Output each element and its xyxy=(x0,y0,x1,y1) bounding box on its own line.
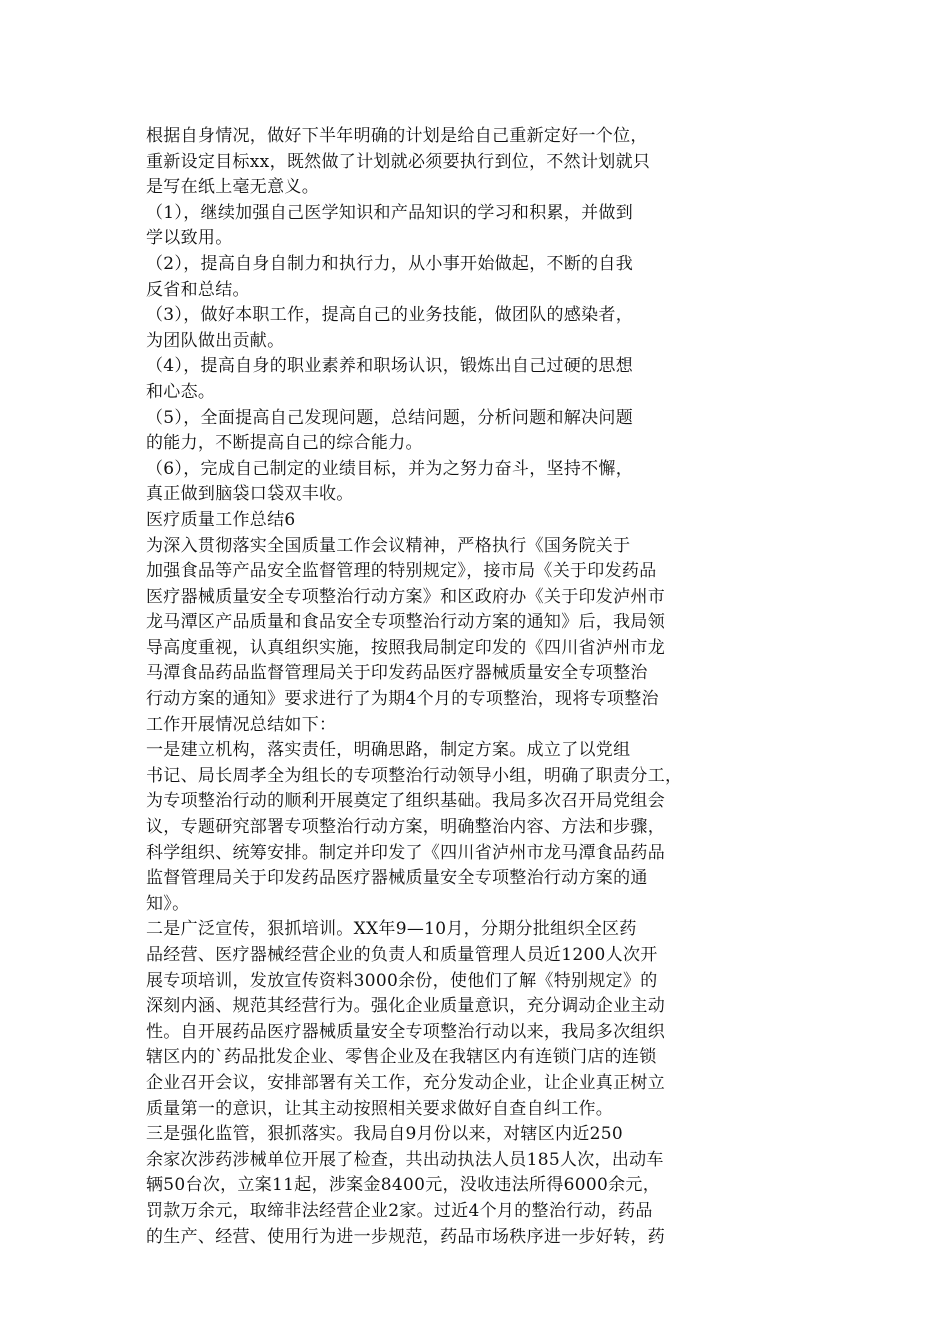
text-line: 罚款万余元，取缔非法经营企业2家。过近4个月的整治行动，药品 xyxy=(146,1200,653,1221)
text-line: 一是建立机构，落实责任，明确思路，制定方案。成立了以党组 xyxy=(146,740,631,761)
text-line: 真正做到脑袋口袋双丰收。 xyxy=(146,484,354,505)
text-line: 监督管理局关于印发药品医疗器械质量安全专项整治行动方案的通 xyxy=(146,868,648,889)
text-line: 导高度重视，认真组织实施，按照我局制定印发的《四川省泸州市龙 xyxy=(146,637,665,658)
text-line: 质量第一的意识，让其主动按照相关要求做好自查自纠工作。 xyxy=(146,1098,614,1119)
text-line: 学以致用。 xyxy=(146,228,233,249)
document-body xyxy=(146,124,746,1250)
text-line: 和心态。 xyxy=(146,381,216,402)
text-line: 的能力，不断提高自己的综合能力。 xyxy=(146,433,423,454)
text-line: 三是强化监管，狠抓落实。我局自9月份以来，对辖区内近250 xyxy=(146,1124,623,1145)
text-line: 辆50台次，立案11起，涉案金8400元，没收违法所得6000余元， xyxy=(146,1175,660,1196)
text-line: 为专项整治行动的顺利开展奠定了组织基础。我局多次召开局党组会 xyxy=(146,791,665,812)
text-line: （5），全面提高自己发现问题，总结问题，分析问题和解决问题 xyxy=(146,407,634,428)
text-line: 加强食品等产品安全监督管理的特别规定》，接市局《关于印发药品 xyxy=(146,561,657,582)
text-line: 知》。 xyxy=(146,893,190,914)
text-line: 二是广泛宣传，狠抓培训。XX年9—10月，分期分批组织全区药 xyxy=(146,919,637,940)
text-line: 龙马潭区产品质量和食品安全专项整治行动方案的通知》后，我局领 xyxy=(146,612,665,633)
text-line: 马潭食品药品监督管理局关于印发药品医疗器械质量安全专项整治 xyxy=(146,663,648,684)
text-line: 企业召开会议，安排部署有关工作，充分发动企业，让企业真正树立 xyxy=(146,1072,665,1093)
text-line: 根据自身情况，做好下半年明确的计划是给自己重新定好一个位， xyxy=(146,126,648,146)
text-line: 辖区内的`药品批发企业、零售企业及在我辖区内有连锁门店的连锁 xyxy=(146,1047,657,1068)
text-line: 反省和总结。 xyxy=(146,279,250,300)
text-line: 工作开展情况总结如下： xyxy=(146,714,337,735)
text-line: 医疗器械质量安全专项整治行动方案》和区政府办《关于印发泸州市 xyxy=(146,586,665,607)
text-line: 的生产、经营、使用行为进一步规范，药品市场秩序进一步好转，药 xyxy=(146,1226,665,1247)
text-line: （2），提高自身自制力和执行力，从小事开始做起，不断的自我 xyxy=(146,253,634,274)
text-line: 展专项培训，发放宣传资料3000余份，使他们了解《特别规定》的 xyxy=(146,970,658,991)
text-line: 议，专题研究部署专项整治行动方案，明确整治内容、方法和步骤， xyxy=(146,817,665,838)
text-line: 性。自开展药品医疗器械质量安全专项整治行动以来，我局多次组织 xyxy=(146,1021,665,1042)
text-line: 书记、局长周孝全为组长的专项整治行动领导小组，明确了职责分工， xyxy=(146,765,683,786)
text-line: 深刻内涵、规范其经营行为。强化企业质量意识，充分调动企业主动 xyxy=(146,996,665,1017)
text-line: 余家次涉药涉械单位开展了检查，共出动执法人员185人次，出动车 xyxy=(146,1149,664,1170)
text-line: 品经营、医疗器械经营企业的负责人和质量管理人员近1200人次开 xyxy=(146,945,658,965)
text-line: 医疗质量工作总结6 xyxy=(146,509,296,530)
text-line: 重新设定目标xx，既然做了计划就必须要执行到位，不然计划就只 xyxy=(146,151,651,172)
text-line: 为团队做出贡献。 xyxy=(146,330,285,351)
text-line: （3），做好本职工作，提高自己的业务技能，做团队的感染者， xyxy=(146,305,634,326)
text-line: 行动方案的通知》要求进行了为期4个月的专项整治，现将专项整治 xyxy=(146,689,659,710)
text-line: 科学组织、统筹安排。制定并印发了《四川省泸州市龙马潭食品药品 xyxy=(146,842,665,863)
text-line: （1），继续加强自己医学知识和产品知识的学习和积累，并做到 xyxy=(146,202,634,223)
text-line: （6），完成自己制定的业绩目标，并为之努力奋斗，坚持不懈， xyxy=(146,458,634,479)
text-line: 是写在纸上毫无意义。 xyxy=(146,177,319,198)
text-line: 为深入贯彻落实全国质量工作会议精神，严格执行《国务院关于 xyxy=(146,535,631,556)
text-line: （4），提高自身的职业素养和职场认识，锻炼出自己过硬的思想 xyxy=(146,356,634,377)
